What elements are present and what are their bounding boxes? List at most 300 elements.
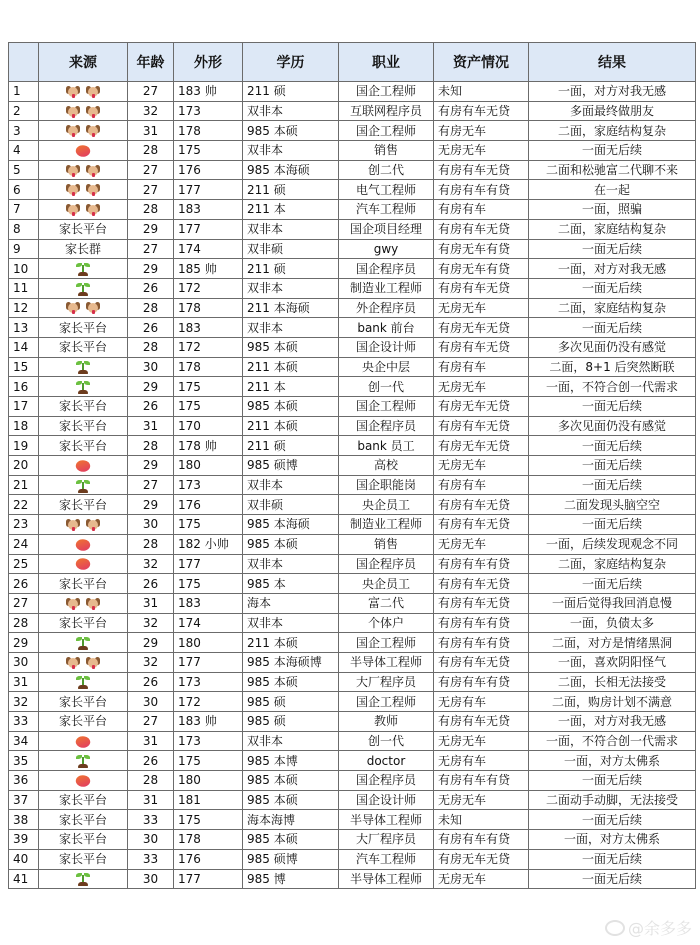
cell-source: 家长平台 bbox=[39, 436, 128, 456]
cell-row-index: 33 bbox=[9, 712, 39, 732]
cell-result: 一面无后续 bbox=[529, 574, 696, 594]
cell-source: 家长群 bbox=[39, 239, 128, 259]
cell-education: 海本 bbox=[243, 593, 339, 613]
cell-source: 家长平台 bbox=[39, 692, 128, 712]
cell-age: 26 bbox=[128, 397, 174, 417]
cell-assets: 无房无车 bbox=[434, 731, 529, 751]
cell-appearance: 178 帅 bbox=[174, 436, 243, 456]
cell-result: 二面，8+1 后突然断联 bbox=[529, 357, 696, 377]
cell-result: 一面，对方太佛系 bbox=[529, 830, 696, 850]
cell-education: 985 博 bbox=[243, 869, 339, 889]
cell-source bbox=[39, 652, 128, 672]
cell-appearance: 178 bbox=[174, 298, 243, 318]
cell-result: 二面，长相无法接受 bbox=[529, 672, 696, 692]
cell-assets: 有房有车有贷 bbox=[434, 633, 529, 653]
seedling-icon bbox=[76, 282, 90, 296]
cell-appearance: 178 bbox=[174, 830, 243, 850]
cell-row-index: 12 bbox=[9, 298, 39, 318]
cell-age: 27 bbox=[128, 475, 174, 495]
cell-occupation: 销售 bbox=[339, 534, 434, 554]
dog-face-icon bbox=[66, 598, 80, 610]
cell-row-index: 25 bbox=[9, 554, 39, 574]
cell-source bbox=[39, 751, 128, 771]
cell-assets: 有房无车 bbox=[434, 121, 529, 141]
cell-row-index: 21 bbox=[9, 475, 39, 495]
cell-assets: 无房有车 bbox=[434, 751, 529, 771]
cell-age: 30 bbox=[128, 692, 174, 712]
cell-assets: 有房有车无贷 bbox=[434, 574, 529, 594]
dog-face-icon bbox=[86, 165, 100, 177]
cell-appearance: 173 bbox=[174, 731, 243, 751]
cell-row-index: 20 bbox=[9, 456, 39, 476]
cell-appearance: 180 bbox=[174, 456, 243, 476]
table-row bbox=[9, 259, 696, 279]
cell-occupation: 国企设计师 bbox=[339, 337, 434, 357]
cell-result: 一面，负债太多 bbox=[529, 613, 696, 633]
table-row bbox=[9, 160, 696, 180]
cell-row-index: 41 bbox=[9, 869, 39, 889]
cell-appearance: 177 bbox=[174, 554, 243, 574]
cell-age: 28 bbox=[128, 141, 174, 161]
cell-occupation: 央企员工 bbox=[339, 574, 434, 594]
cell-result: 二面，家庭结构复杂 bbox=[529, 219, 696, 239]
cell-appearance: 183 帅 bbox=[174, 712, 243, 732]
cell-occupation: gwy bbox=[339, 239, 434, 259]
header-assets: 资产情况 bbox=[434, 43, 529, 82]
cell-age: 29 bbox=[128, 219, 174, 239]
cell-result: 一面，喜欢阴阳怪气 bbox=[529, 652, 696, 672]
cell-result: 多次见面仍没有感觉 bbox=[529, 337, 696, 357]
cell-appearance: 174 bbox=[174, 239, 243, 259]
cell-age: 26 bbox=[128, 751, 174, 771]
cell-source bbox=[39, 141, 128, 161]
cell-result: 二面发现头脑空空 bbox=[529, 495, 696, 515]
cell-assets: 有房有车无贷 bbox=[434, 712, 529, 732]
cell-source: 家长平台 bbox=[39, 790, 128, 810]
dog-face-icon bbox=[66, 519, 80, 531]
cell-row-index: 18 bbox=[9, 416, 39, 436]
cell-assets: 有房有车无贷 bbox=[434, 337, 529, 357]
table-row bbox=[9, 318, 696, 338]
table-row bbox=[9, 101, 696, 121]
cell-education: 985 本硕 bbox=[243, 771, 339, 791]
dog-face-icon bbox=[86, 598, 100, 610]
cell-assets: 有房有车 bbox=[434, 357, 529, 377]
cell-age: 31 bbox=[128, 121, 174, 141]
cell-result: 一面，对方对我无感 bbox=[529, 712, 696, 732]
cell-education: 211 本 bbox=[243, 200, 339, 220]
cell-assets: 无房无车 bbox=[434, 869, 529, 889]
cell-education: 211 本硕 bbox=[243, 357, 339, 377]
cell-education: 211 硕 bbox=[243, 259, 339, 279]
cell-age: 29 bbox=[128, 259, 174, 279]
cell-occupation: 国企程序员 bbox=[339, 554, 434, 574]
cell-result: 一面无后续 bbox=[529, 515, 696, 535]
cell-assets: 有房有车无贷 bbox=[434, 219, 529, 239]
cell-occupation: 高校 bbox=[339, 456, 434, 476]
cell-occupation: 国企程序员 bbox=[339, 416, 434, 436]
cell-result: 二面和松驰富二代聊不来 bbox=[529, 160, 696, 180]
cell-appearance: 183 帅 bbox=[174, 82, 243, 102]
cell-row-index: 32 bbox=[9, 692, 39, 712]
cell-education: 985 本海硕 bbox=[243, 515, 339, 535]
cell-occupation: 国企项目经理 bbox=[339, 219, 434, 239]
cell-source bbox=[39, 101, 128, 121]
cell-age: 27 bbox=[128, 180, 174, 200]
cell-appearance: 175 bbox=[174, 751, 243, 771]
cell-occupation: 个体户 bbox=[339, 613, 434, 633]
table-row bbox=[9, 82, 696, 102]
cell-age: 33 bbox=[128, 810, 174, 830]
cell-age: 29 bbox=[128, 495, 174, 515]
cell-source: 家长平台 bbox=[39, 574, 128, 594]
header-index bbox=[9, 43, 39, 82]
table-row bbox=[9, 180, 696, 200]
cell-occupation: 国企程序员 bbox=[339, 259, 434, 279]
table-row bbox=[9, 515, 696, 535]
cell-occupation: 互联网程序员 bbox=[339, 101, 434, 121]
cell-row-index: 30 bbox=[9, 652, 39, 672]
cell-assets: 有房有车无贷 bbox=[434, 160, 529, 180]
cell-education: 211 硕 bbox=[243, 436, 339, 456]
cell-source bbox=[39, 180, 128, 200]
cell-result: 一面无后续 bbox=[529, 397, 696, 417]
cell-age: 29 bbox=[128, 377, 174, 397]
cell-appearance: 178 bbox=[174, 357, 243, 377]
dog-face-icon bbox=[66, 657, 80, 669]
cell-education: 985 本硕 bbox=[243, 397, 339, 417]
cell-assets: 无房无车 bbox=[434, 790, 529, 810]
table-row bbox=[9, 554, 696, 574]
seedling-icon bbox=[76, 380, 90, 394]
cell-assets: 无房无车 bbox=[434, 141, 529, 161]
cell-appearance: 176 bbox=[174, 495, 243, 515]
cell-assets: 未知 bbox=[434, 82, 529, 102]
table-row bbox=[9, 712, 696, 732]
cell-appearance: 175 bbox=[174, 141, 243, 161]
cell-age: 30 bbox=[128, 357, 174, 377]
cell-education: 211 硕 bbox=[243, 82, 339, 102]
cell-assets: 有房有车无贷 bbox=[434, 652, 529, 672]
table-row bbox=[9, 219, 696, 239]
cell-result: 一面无后续 bbox=[529, 141, 696, 161]
cell-result: 一面无后续 bbox=[529, 810, 696, 830]
cell-result: 一面，对方太佛系 bbox=[529, 751, 696, 771]
cell-assets: 有房有车有贷 bbox=[434, 672, 529, 692]
dog-face-icon bbox=[86, 86, 100, 98]
cell-row-index: 3 bbox=[9, 121, 39, 141]
cell-result: 一面，对方对我无感 bbox=[529, 259, 696, 279]
sweet-potato-icon bbox=[74, 773, 92, 790]
cell-row-index: 28 bbox=[9, 613, 39, 633]
cell-row-index: 19 bbox=[9, 436, 39, 456]
table-row bbox=[9, 298, 696, 318]
cell-row-index: 16 bbox=[9, 377, 39, 397]
cell-age: 26 bbox=[128, 278, 174, 298]
cell-result: 一面无后续 bbox=[529, 849, 696, 869]
table-row bbox=[9, 416, 696, 436]
cell-education: 双非本 bbox=[243, 318, 339, 338]
table-row bbox=[9, 141, 696, 161]
cell-occupation: 汽车工程师 bbox=[339, 200, 434, 220]
table-row bbox=[9, 495, 696, 515]
dog-face-icon bbox=[66, 125, 80, 137]
dog-face-icon bbox=[66, 86, 80, 98]
cell-appearance: 183 bbox=[174, 200, 243, 220]
sweet-potato-icon bbox=[74, 733, 92, 750]
cell-appearance: 178 bbox=[174, 121, 243, 141]
cell-appearance: 180 bbox=[174, 771, 243, 791]
cell-source bbox=[39, 377, 128, 397]
cell-age: 27 bbox=[128, 160, 174, 180]
cell-age: 33 bbox=[128, 849, 174, 869]
cell-age: 29 bbox=[128, 633, 174, 653]
cell-source: 家长平台 bbox=[39, 318, 128, 338]
cell-education: 985 硕博 bbox=[243, 456, 339, 476]
cell-education: 985 本硕 bbox=[243, 790, 339, 810]
cell-source: 家长平台 bbox=[39, 219, 128, 239]
watermark bbox=[605, 916, 692, 939]
cell-assets: 有房无车无贷 bbox=[434, 849, 529, 869]
cell-row-index: 34 bbox=[9, 731, 39, 751]
dog-face-icon bbox=[66, 204, 80, 216]
cell-education: 211 本硕 bbox=[243, 416, 339, 436]
cell-assets: 有房无车无贷 bbox=[434, 436, 529, 456]
cell-assets: 有房有车有贷 bbox=[434, 180, 529, 200]
cell-row-index: 36 bbox=[9, 771, 39, 791]
cell-education: 双非本 bbox=[243, 554, 339, 574]
cell-row-index: 24 bbox=[9, 534, 39, 554]
cell-row-index: 7 bbox=[9, 200, 39, 220]
table-row bbox=[9, 652, 696, 672]
cell-source: 家长平台 bbox=[39, 495, 128, 515]
cell-occupation: 创一代 bbox=[339, 731, 434, 751]
cell-appearance: 175 bbox=[174, 810, 243, 830]
cell-occupation: 国企职能岗 bbox=[339, 475, 434, 495]
cell-row-index: 29 bbox=[9, 633, 39, 653]
table-row bbox=[9, 200, 696, 220]
cell-source bbox=[39, 357, 128, 377]
cell-assets: 有房无车有贷 bbox=[434, 259, 529, 279]
cell-row-index: 27 bbox=[9, 593, 39, 613]
dog-face-icon bbox=[66, 165, 80, 177]
cell-age: 28 bbox=[128, 771, 174, 791]
cell-age: 30 bbox=[128, 515, 174, 535]
cell-occupation: 央企中层 bbox=[339, 357, 434, 377]
cell-source bbox=[39, 771, 128, 791]
cell-occupation: 央企员工 bbox=[339, 495, 434, 515]
cell-education: 海本海博 bbox=[243, 810, 339, 830]
cell-row-index: 6 bbox=[9, 180, 39, 200]
cell-education: 985 本硕 bbox=[243, 672, 339, 692]
cell-row-index: 31 bbox=[9, 672, 39, 692]
cell-occupation: 国企程序员 bbox=[339, 771, 434, 791]
table-row bbox=[9, 751, 696, 771]
cell-source bbox=[39, 456, 128, 476]
cell-age: 28 bbox=[128, 534, 174, 554]
cell-occupation: 国企工程师 bbox=[339, 633, 434, 653]
cell-age: 32 bbox=[128, 652, 174, 672]
cell-source bbox=[39, 515, 128, 535]
cell-result: 二面动手动脚，无法接受 bbox=[529, 790, 696, 810]
table-row bbox=[9, 436, 696, 456]
cell-row-index: 40 bbox=[9, 849, 39, 869]
cell-result: 一面无后续 bbox=[529, 239, 696, 259]
cell-age: 31 bbox=[128, 790, 174, 810]
cell-source bbox=[39, 82, 128, 102]
cell-result: 一面无后续 bbox=[529, 436, 696, 456]
seedling-icon bbox=[76, 360, 90, 374]
cell-occupation: 半导体工程师 bbox=[339, 810, 434, 830]
table-row bbox=[9, 593, 696, 613]
cell-assets: 有房有车 bbox=[434, 200, 529, 220]
cell-result: 在一起 bbox=[529, 180, 696, 200]
cell-education: 双非本 bbox=[243, 101, 339, 121]
cell-occupation: 大厂程序员 bbox=[339, 672, 434, 692]
cell-result: 一面，照骗 bbox=[529, 200, 696, 220]
table-row bbox=[9, 574, 696, 594]
dog-face-icon bbox=[86, 519, 100, 531]
cell-row-index: 1 bbox=[9, 82, 39, 102]
cell-education: 985 本海硕博 bbox=[243, 652, 339, 672]
cell-education: 双非本 bbox=[243, 475, 339, 495]
cell-source bbox=[39, 278, 128, 298]
cell-result: 一面无后续 bbox=[529, 318, 696, 338]
table-row bbox=[9, 771, 696, 791]
dog-face-icon bbox=[86, 125, 100, 137]
cell-assets: 有房有车 bbox=[434, 475, 529, 495]
sweet-potato-icon bbox=[74, 536, 92, 553]
cell-source bbox=[39, 633, 128, 653]
seedling-icon bbox=[76, 636, 90, 650]
cell-age: 28 bbox=[128, 337, 174, 357]
watermark-text: @余多多 bbox=[627, 919, 692, 938]
cell-age: 32 bbox=[128, 613, 174, 633]
table-row bbox=[9, 731, 696, 751]
cell-appearance: 177 bbox=[174, 652, 243, 672]
cell-occupation: 国企设计师 bbox=[339, 790, 434, 810]
cell-row-index: 23 bbox=[9, 515, 39, 535]
cell-occupation: 半导体工程师 bbox=[339, 869, 434, 889]
cell-education: 985 本硕 bbox=[243, 534, 339, 554]
table-row bbox=[9, 397, 696, 417]
header-education: 学历 bbox=[243, 43, 339, 82]
cell-age: 26 bbox=[128, 672, 174, 692]
cell-row-index: 10 bbox=[9, 259, 39, 279]
cell-result: 一面无后续 bbox=[529, 475, 696, 495]
cell-age: 29 bbox=[128, 456, 174, 476]
cell-age: 32 bbox=[128, 554, 174, 574]
cell-occupation: 销售 bbox=[339, 141, 434, 161]
table-row bbox=[9, 377, 696, 397]
cell-appearance: 177 bbox=[174, 869, 243, 889]
seedling-icon bbox=[76, 262, 90, 276]
table-row bbox=[9, 672, 696, 692]
cell-assets: 有房有车有贷 bbox=[434, 830, 529, 850]
cell-appearance: 173 bbox=[174, 672, 243, 692]
cell-education: 双非本 bbox=[243, 141, 339, 161]
cell-age: 30 bbox=[128, 830, 174, 850]
cell-source bbox=[39, 869, 128, 889]
cell-source bbox=[39, 121, 128, 141]
cell-source: 家长平台 bbox=[39, 397, 128, 417]
cell-occupation: doctor bbox=[339, 751, 434, 771]
dog-face-icon bbox=[86, 657, 100, 669]
cell-result: 二面，对方是情绪黑洞 bbox=[529, 633, 696, 653]
table-row bbox=[9, 869, 696, 889]
cell-education: 985 本博 bbox=[243, 751, 339, 771]
cell-assets: 有房有车无贷 bbox=[434, 515, 529, 535]
cell-occupation: 制造业工程师 bbox=[339, 278, 434, 298]
cell-age: 26 bbox=[128, 574, 174, 594]
cell-assets: 有房有车有贷 bbox=[434, 554, 529, 574]
cell-appearance: 174 bbox=[174, 613, 243, 633]
cell-assets: 无房无车 bbox=[434, 534, 529, 554]
cell-appearance: 173 bbox=[174, 475, 243, 495]
dog-face-icon bbox=[86, 204, 100, 216]
table-row bbox=[9, 849, 696, 869]
cell-result: 一面后觉得我回消息慢 bbox=[529, 593, 696, 613]
cell-age: 27 bbox=[128, 239, 174, 259]
cell-age: 28 bbox=[128, 200, 174, 220]
cell-education: 985 硕 bbox=[243, 692, 339, 712]
sweet-potato-icon bbox=[74, 143, 92, 160]
cell-appearance: 175 bbox=[174, 574, 243, 594]
cell-row-index: 38 bbox=[9, 810, 39, 830]
sweet-potato-icon bbox=[74, 556, 92, 573]
cell-row-index: 17 bbox=[9, 397, 39, 417]
cell-assets: 有房有车无贷 bbox=[434, 101, 529, 121]
cell-source bbox=[39, 475, 128, 495]
cell-education: 985 本硕 bbox=[243, 337, 339, 357]
cell-row-index: 2 bbox=[9, 101, 39, 121]
weibo-icon bbox=[605, 920, 625, 936]
cell-age: 31 bbox=[128, 593, 174, 613]
cell-education: 211 本硕 bbox=[243, 633, 339, 653]
cell-result: 多次见面仍没有感觉 bbox=[529, 416, 696, 436]
cell-age: 27 bbox=[128, 82, 174, 102]
cell-source bbox=[39, 731, 128, 751]
table-row bbox=[9, 337, 696, 357]
cell-education: 双非本 bbox=[243, 731, 339, 751]
cell-assets: 有房有车有贷 bbox=[434, 613, 529, 633]
cell-assets: 无房无车 bbox=[434, 456, 529, 476]
cell-education: 211 本海硕 bbox=[243, 298, 339, 318]
cell-result: 一面无后续 bbox=[529, 771, 696, 791]
cell-education: 双非本 bbox=[243, 278, 339, 298]
cell-education: 双非本 bbox=[243, 613, 339, 633]
cell-education: 985 本 bbox=[243, 574, 339, 594]
table-row bbox=[9, 121, 696, 141]
cell-appearance: 176 bbox=[174, 160, 243, 180]
cell-education: 985 本海硕 bbox=[243, 160, 339, 180]
header-appearance: 外形 bbox=[174, 43, 243, 82]
table-row bbox=[9, 278, 696, 298]
table-row bbox=[9, 357, 696, 377]
cell-appearance: 172 bbox=[174, 337, 243, 357]
cell-source bbox=[39, 672, 128, 692]
cell-appearance: 175 bbox=[174, 515, 243, 535]
cell-age: 28 bbox=[128, 436, 174, 456]
dog-face-icon bbox=[86, 184, 100, 196]
cell-occupation: 教师 bbox=[339, 712, 434, 732]
cell-occupation: 国企工程师 bbox=[339, 692, 434, 712]
cell-age: 26 bbox=[128, 318, 174, 338]
cell-result: 二面，家庭结构复杂 bbox=[529, 554, 696, 574]
cell-appearance: 181 bbox=[174, 790, 243, 810]
cell-source bbox=[39, 160, 128, 180]
cell-row-index: 37 bbox=[9, 790, 39, 810]
